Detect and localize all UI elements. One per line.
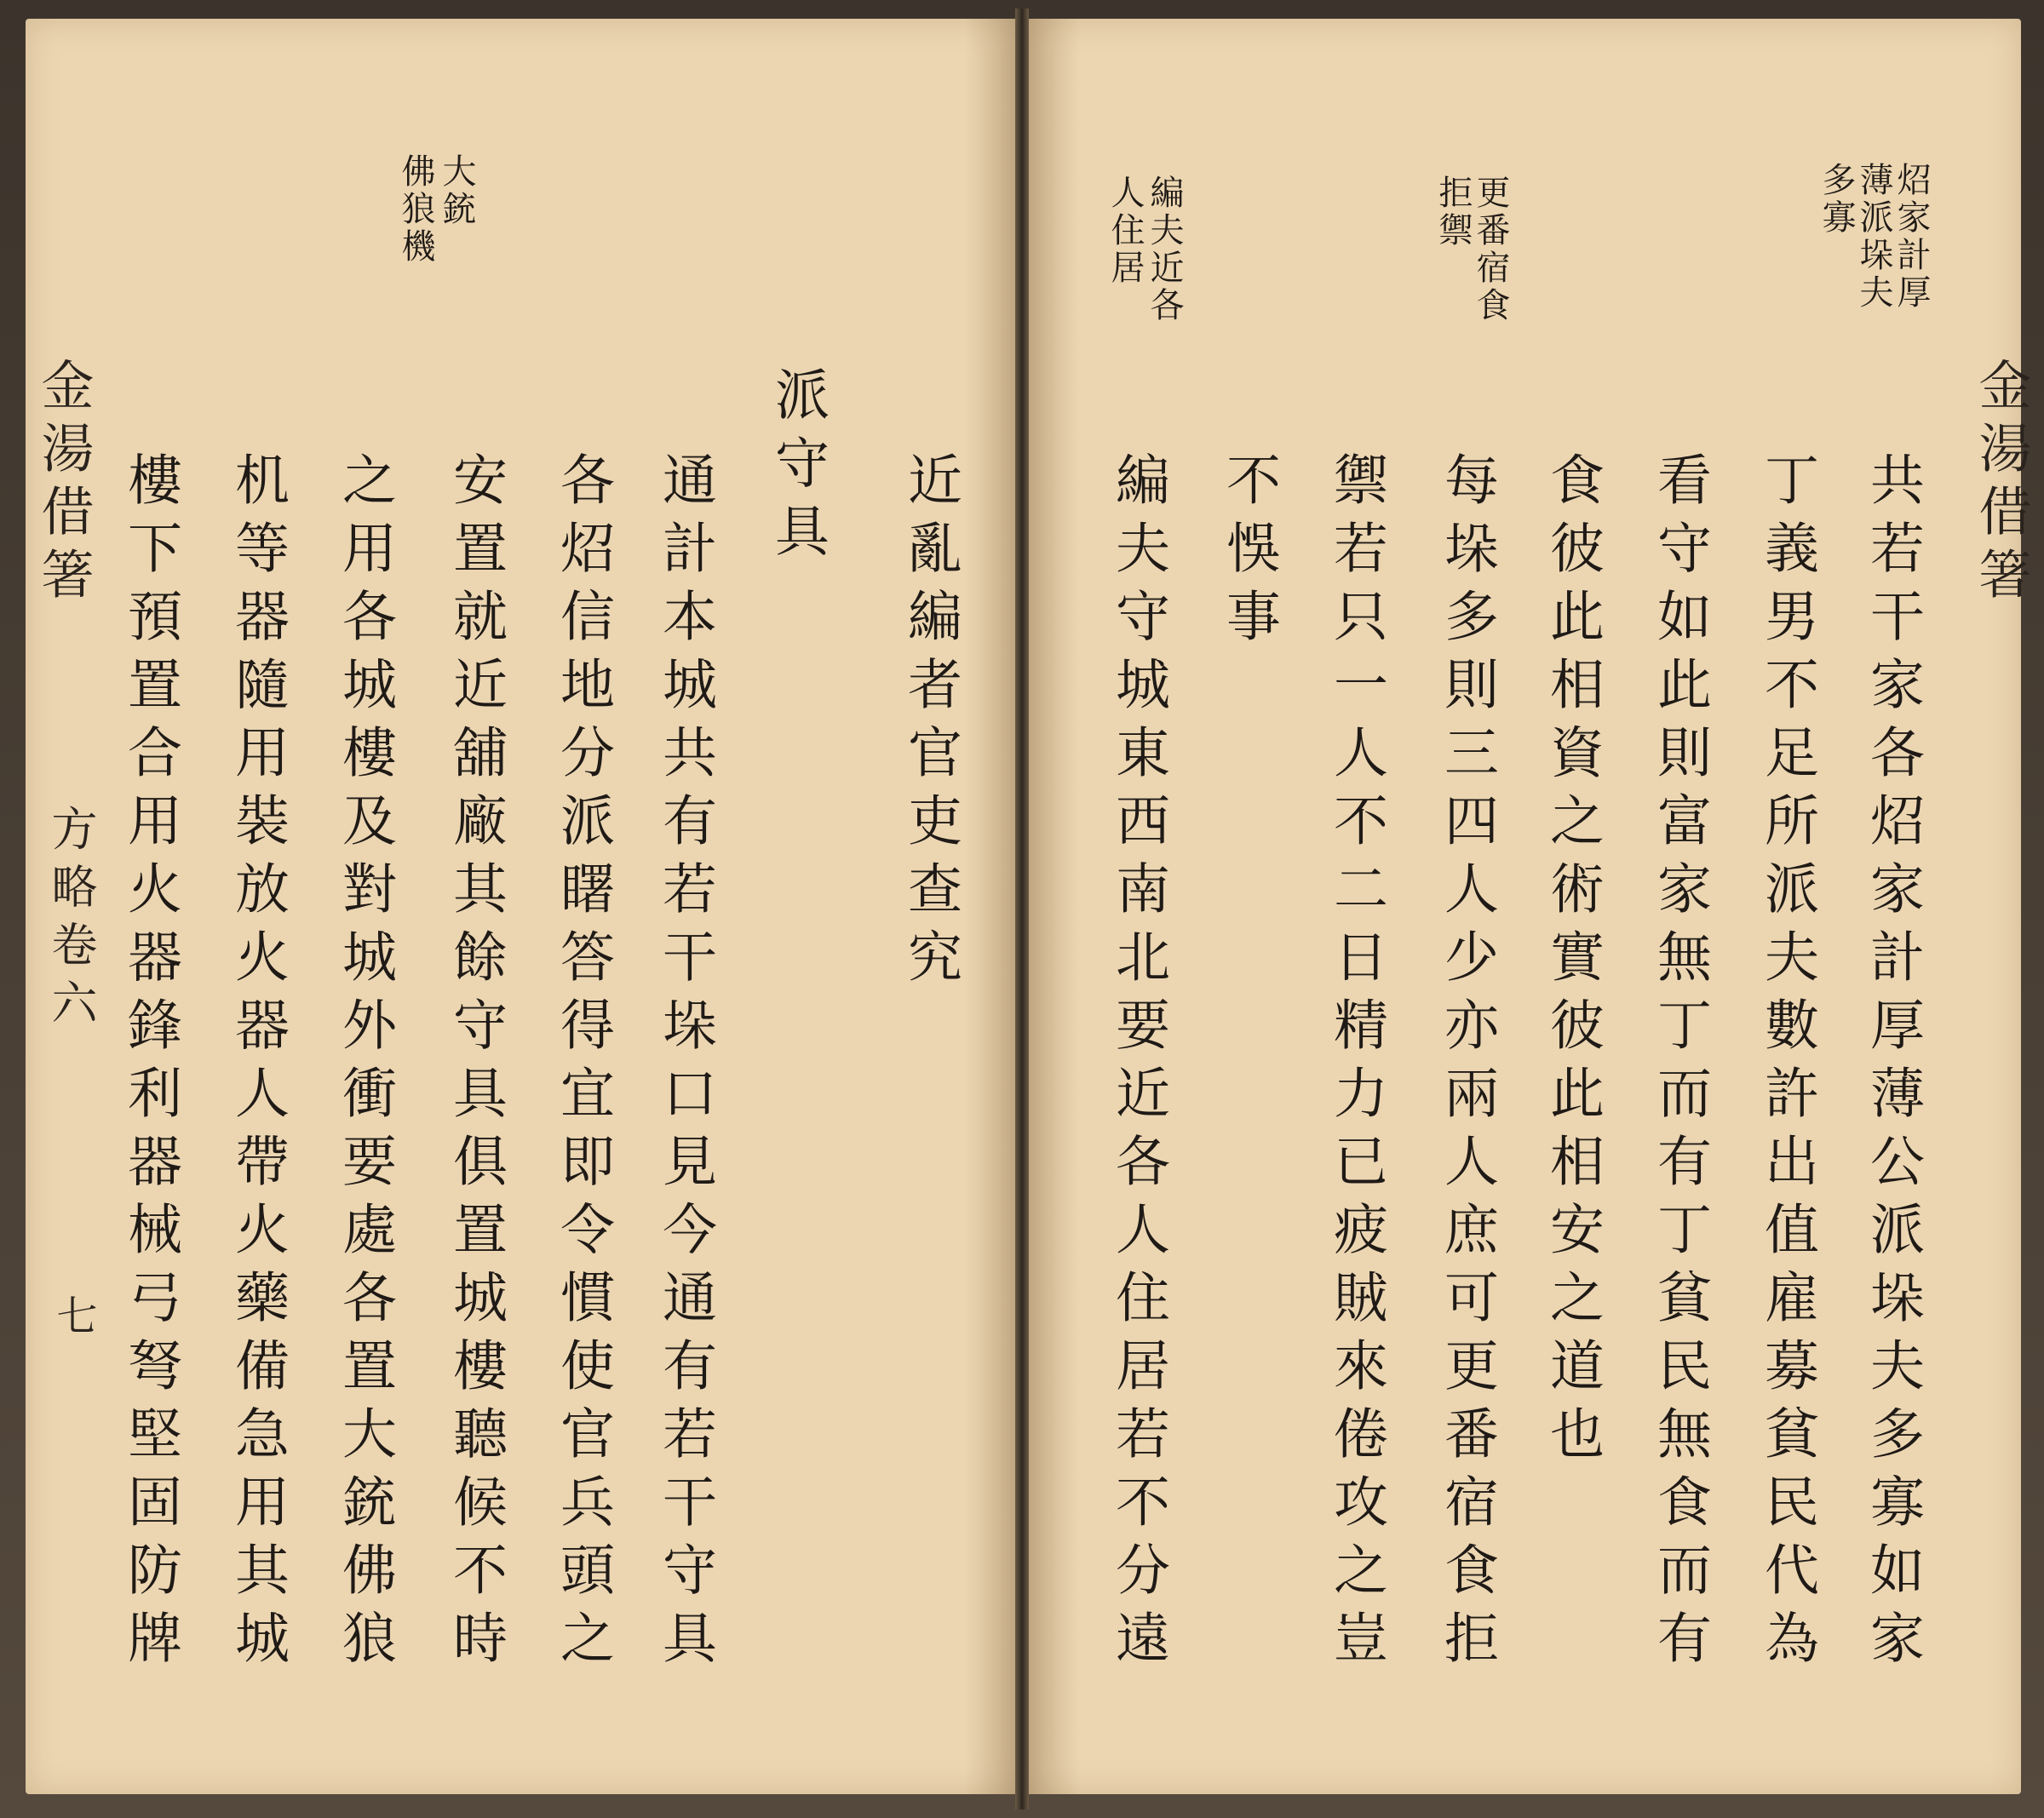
right-column-6: 禦若只一人不二日精力已疲賊來倦攻之豈	[1324, 451, 1387, 1677]
left-note-line-1: 大銃	[437, 153, 476, 228]
left-folio: 七	[49, 1294, 97, 1335]
right-gutter-shadow	[1029, 19, 1080, 1794]
left-column-5: 安置就近舖廠其餘守具俱置城樓聽候不時	[444, 451, 507, 1677]
right-column-4: 食彼此相資之術實彼此相安之道也	[1541, 451, 1604, 1473]
left-margin-section: 方略卷六	[44, 805, 98, 1036]
right-note-c-line-2: 人住居	[1105, 175, 1145, 287]
right-note-b-line-2: 拒禦	[1433, 175, 1473, 249]
right-column-3: 看守如此則富家無丁而有丁貧民無食而有	[1648, 451, 1711, 1677]
left-column-3: 通計本城共有若干垛口見今通有若干守具	[653, 451, 716, 1677]
left-gutter-shadow	[964, 19, 1015, 1794]
left-margin-title: 金湯借箸	[32, 358, 95, 610]
right-note-a-line-1: 炤家計厚	[1892, 162, 1931, 312]
right-column-2: 丁義男不足所派夫數許出值雇募貧民代為	[1755, 451, 1818, 1677]
right-column-5: 每垛多則三四人少亦兩人庶可更番宿食拒	[1435, 451, 1498, 1677]
left-column-7: 机等器隨用裝放火器人帶火藥備急用其城	[226, 451, 289, 1677]
left-column-4: 各炤信地分派𥌓答得宜即令慣使官兵頭之	[551, 451, 614, 1677]
left-column-2: 派守具	[766, 366, 829, 571]
right-column-7: 不悞事	[1217, 451, 1280, 656]
right-column-1: 共若干家各炤家計厚薄公派垛夫多寡如家	[1861, 451, 1924, 1677]
left-column-8: 樓下預置合用火器鋒利器械弓弩堅固防牌	[118, 451, 181, 1677]
right-margin-title: 金湯借箸	[1970, 358, 2032, 610]
left-note-line-2: 佛狼機	[396, 153, 435, 266]
left-column-6: 之用各城樓及對城外衝要處各置大銃佛狼	[333, 451, 396, 1677]
right-note-c-line-1: 編夫近各	[1145, 175, 1184, 324]
book-spine	[1015, 9, 1029, 1809]
right-note-b-line-1: 更番宿食	[1471, 175, 1510, 324]
right-note-a-line-3: 多寡	[1817, 162, 1856, 237]
right-note-a-line-2: 薄派垛夫	[1854, 162, 1893, 312]
right-column-8: 編夫守城東西南北要近各人住居若不分遠	[1106, 451, 1169, 1677]
left-column-1: 近亂編者官吏查究	[899, 451, 962, 996]
